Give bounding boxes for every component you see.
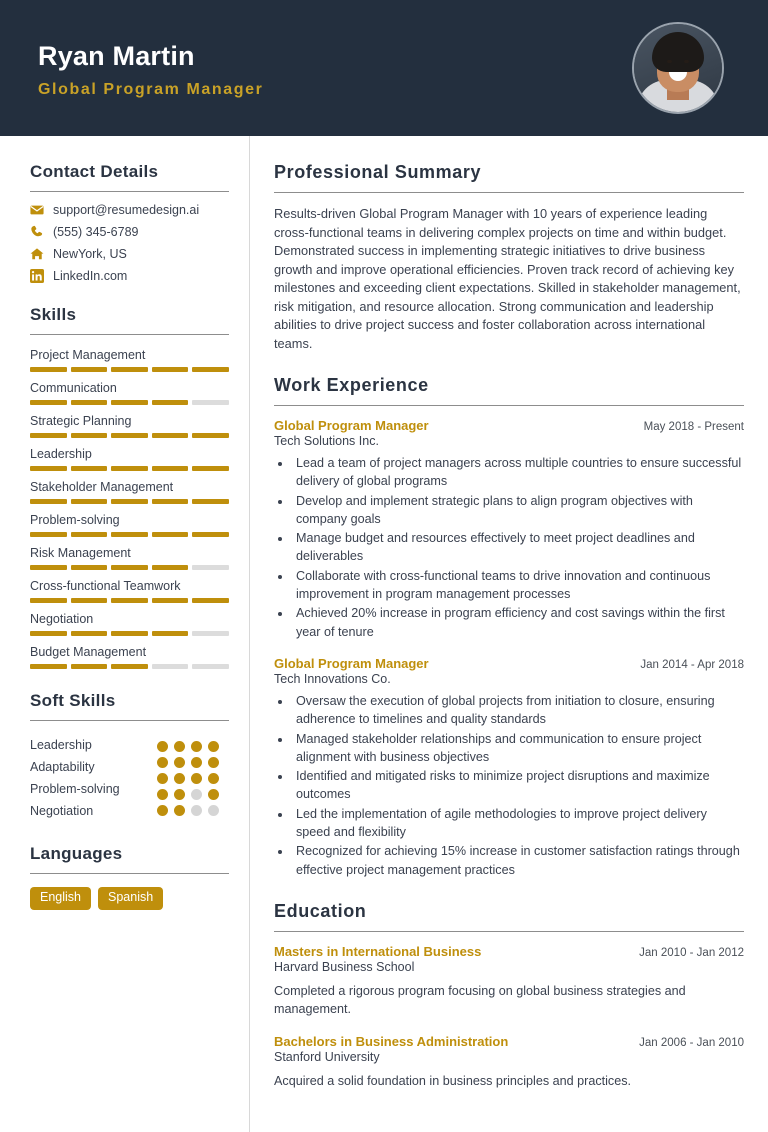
work-entry-date: Jan 2014 - Apr 2018 (640, 658, 744, 671)
education-description: Acquired a solid foundation in business principles and practices. (274, 1073, 632, 1088)
skill-bar-segment (30, 499, 67, 504)
contact-value: NewYork, US (53, 247, 127, 261)
language-chip-list (30, 887, 229, 910)
soft-skill-dot (174, 741, 185, 752)
soft-skill-dot (174, 757, 185, 768)
list-item: • Led the implementation of agile methodologies to improve project delivery speed and flexibility (292, 805, 744, 842)
skill-level-bar (30, 499, 229, 504)
skill-bar-segment (111, 532, 148, 537)
contact-item-email[interactable] (30, 203, 229, 217)
section-soft-skills (30, 691, 229, 822)
list-item: • Identified and mitigated risks to minimize project disruptions and maximize outcomes (292, 767, 744, 804)
phone-icon (30, 225, 44, 239)
skill-label: Risk Management (30, 546, 131, 560)
soft-skill-dot (191, 757, 202, 768)
skill-bar-segment (152, 466, 189, 471)
soft-skill-dot (208, 789, 219, 800)
contact-value: (555) 345-6789 (53, 225, 139, 239)
envelope-icon (30, 203, 44, 217)
skill-item (30, 381, 229, 405)
skill-item (30, 513, 229, 537)
work-entry-organization: Tech Solutions Inc. (274, 434, 379, 448)
education-degree: Bachelors in Business Administration (274, 1033, 509, 1049)
education-date: Jan 2006 - Jan 2010 (639, 1036, 744, 1049)
section-heading: Languages (30, 844, 123, 863)
header-job-title: Global Program Manager (38, 80, 264, 98)
home-icon (30, 247, 44, 261)
skill-bar-segment (192, 664, 229, 669)
skill-bar-segment (152, 499, 189, 504)
skill-level-bar (30, 367, 229, 372)
page-title: Ryan Martin (38, 41, 195, 72)
contact-item-phone[interactable] (30, 225, 229, 239)
section-contact-details (30, 162, 229, 283)
skill-bar-segment (192, 532, 229, 537)
section-divider (30, 334, 229, 335)
soft-skill-dot (174, 789, 185, 800)
soft-skill-dot (208, 741, 219, 752)
work-entry-organization: Tech Innovations Co. (274, 671, 391, 686)
soft-skill-rating-dots (157, 734, 229, 816)
skill-bar-segment (71, 631, 108, 636)
skill-bar-segment (152, 367, 189, 372)
section-education (274, 901, 744, 1090)
header-text-block (38, 37, 263, 98)
work-entry-bullets (292, 454, 744, 641)
skill-bar-segment (71, 598, 108, 603)
skill-bar-segment (111, 499, 148, 504)
soft-skill-labels (30, 734, 157, 822)
section-heading: Professional Summary (274, 162, 482, 182)
work-entry-date: May 2018 - Present (643, 421, 744, 433)
contact-value: LinkedIn.com (53, 269, 128, 283)
avatar (632, 22, 724, 114)
skill-bar-segment (111, 466, 148, 471)
skill-level-bar (30, 664, 229, 669)
skill-bar-segment (152, 664, 189, 669)
skill-item (30, 414, 229, 438)
soft-skill-dot (174, 773, 185, 784)
skill-item (30, 645, 229, 669)
skill-bar-segment (192, 400, 229, 405)
skill-item (30, 480, 229, 504)
skill-bar-segment (71, 664, 108, 669)
skill-bar-segment (152, 400, 189, 405)
skill-bar-segment (30, 598, 67, 603)
skill-bar-segment (71, 499, 108, 504)
skill-bar-segment (71, 466, 108, 471)
skill-bar-segment (30, 664, 67, 669)
skill-item (30, 348, 229, 372)
soft-skill-dot (157, 805, 168, 816)
skill-bar-segment (30, 631, 67, 636)
language-chip: Spanish (98, 887, 163, 910)
skill-label: Communication (30, 381, 117, 395)
soft-skill-dot (208, 805, 219, 816)
soft-skill-dot (174, 805, 185, 816)
skill-bar-segment (152, 532, 189, 537)
skill-item (30, 612, 229, 636)
section-divider (30, 720, 229, 721)
section-professional-summary (274, 162, 744, 353)
skill-bar-segment (111, 565, 148, 570)
education-entry-header (274, 1034, 744, 1049)
education-entry-header (274, 944, 744, 959)
soft-skill-label: Adaptability (30, 760, 95, 774)
section-divider (274, 405, 744, 406)
skill-bar-segment (30, 532, 67, 537)
soft-skills-list (30, 734, 229, 822)
section-heading: Contact Details (30, 162, 159, 181)
skill-bar-segment (192, 433, 229, 438)
skill-bar-segment (30, 565, 67, 570)
soft-skill-dot (191, 805, 202, 816)
soft-skill-dot (191, 789, 202, 800)
soft-skill-label: Negotiation (30, 804, 94, 818)
work-entry-header (274, 656, 744, 671)
soft-skill-dot (191, 741, 202, 752)
skill-item (30, 579, 229, 603)
contact-value: support@resumedesign.ai (53, 203, 200, 217)
work-entry (274, 656, 744, 879)
list-item: • Lead a team of project managers across multiple countries to ensure successful delivery of global programs (292, 454, 744, 491)
soft-skill-label: Problem-solving (30, 782, 120, 796)
skill-level-bar (30, 598, 229, 603)
skill-bar-segment (192, 466, 229, 471)
contact-item-location (30, 247, 229, 261)
avatar-eye-right (684, 60, 689, 63)
skill-label: Strategic Planning (30, 414, 132, 428)
skill-level-bar (30, 466, 229, 471)
skill-bar-segment (152, 598, 189, 603)
avatar-eye-left (667, 60, 672, 63)
soft-skill-dot (157, 789, 168, 800)
linkedin-icon (30, 269, 44, 283)
skill-bar-segment (111, 367, 148, 372)
skill-label: Problem-solving (30, 513, 120, 527)
skill-bar-segment (192, 631, 229, 636)
skill-bar-segment (111, 400, 148, 405)
list-item: • Collaborate with cross-functional teams to drive innovation and continuous improvement in program management processes (292, 567, 744, 604)
section-heading: Work Experience (274, 375, 429, 395)
skill-bar-segment (30, 433, 67, 438)
soft-skill-dot (157, 757, 168, 768)
soft-skill-dot (208, 757, 219, 768)
skill-bar-segment (111, 598, 148, 603)
skill-bar-segment (30, 400, 67, 405)
soft-skill-dot (191, 773, 202, 784)
skill-bar-segment (111, 433, 148, 438)
section-work-experience (274, 375, 744, 879)
skill-label: Leadership (30, 447, 92, 461)
skill-label: Negotiation (30, 612, 94, 626)
section-divider (274, 192, 744, 193)
work-entry-list (274, 418, 744, 879)
skill-bar-segment (71, 400, 108, 405)
skill-bar-segment (71, 532, 108, 537)
skill-bar-segment (192, 367, 229, 372)
skill-bar-segment (71, 565, 108, 570)
skill-bar-segment (111, 664, 148, 669)
work-entry-title: Global Program Manager (274, 655, 429, 671)
education-entry (274, 1034, 744, 1090)
skill-item (30, 546, 229, 570)
skill-bar-segment (152, 433, 189, 438)
education-description: Completed a rigorous program focusing on global business strategies and management. (274, 983, 686, 1017)
list-item: • Develop and implement strategic plans to align program objectives with company goals (292, 492, 744, 529)
contact-list (30, 203, 229, 283)
skill-item (30, 447, 229, 471)
work-entry (274, 418, 744, 641)
skill-bar-segment (71, 433, 108, 438)
skill-label: Budget Management (30, 645, 147, 659)
language-chip: English (30, 887, 91, 910)
education-entry-list (274, 944, 744, 1090)
soft-skill-dot (208, 773, 219, 784)
education-school: Stanford University (274, 1049, 380, 1064)
work-entry-header (274, 418, 744, 433)
list-item: • Achieved 20% increase in program efficiency and cost savings within the first year of tenure (292, 604, 744, 641)
section-divider (30, 191, 229, 192)
skill-bar-segment (30, 367, 67, 372)
summary-text: Results-driven Global Program Manager with 10 years of experience leading cross-functional teams in delivering complex projects on time and within budget. Demonstrated success in implementing strategic initiatives to drive business growth and improve operational efficiencies. Proven track record of achieving key milestones and exceeding client expectations. Skilled in stakeholder management, risk mitigation, and resource allocation. Strong communication and leadership abilities to drive project success and foster collaboration across international teams. (274, 206, 741, 351)
skill-level-bar (30, 532, 229, 537)
education-degree: Masters in International Business (274, 943, 482, 959)
skill-bar-segment (111, 631, 148, 636)
list-item: • Manage budget and resources effectively to meet project deadlines and deliverables (292, 529, 744, 566)
section-heading: Education (274, 900, 367, 921)
resume-header (0, 0, 768, 136)
soft-skill-dot (157, 741, 168, 752)
education-entry (274, 944, 744, 1019)
sidebar (0, 136, 250, 1132)
work-entry-title: Global Program Manager (274, 418, 429, 433)
skill-bar-segment (192, 565, 229, 570)
skill-bar-segment (192, 598, 229, 603)
resume-body (0, 136, 768, 1132)
skill-label: Cross-functional Teamwork (30, 579, 181, 593)
skill-bar-segment (152, 631, 189, 636)
skill-level-bar (30, 631, 229, 636)
list-item: • Oversaw the execution of global projects from initiation to closure, ensuring adherence to timelines and quality standards (292, 692, 744, 729)
section-divider (274, 931, 744, 932)
skill-level-bar (30, 400, 229, 405)
skill-bar-segment (192, 499, 229, 504)
contact-item-linkedin[interactable] (30, 269, 229, 283)
skill-bar-segment (30, 466, 67, 471)
list-item: • Managed stakeholder relationships and communication to ensure project alignment with business objectives (292, 730, 744, 767)
section-heading: Skills (30, 305, 77, 324)
education-school: Harvard Business School (274, 959, 415, 974)
section-heading: Soft Skills (30, 691, 116, 710)
soft-skill-label: Leadership (30, 738, 92, 752)
work-entry-bullets (292, 692, 744, 879)
soft-skill-dot (157, 773, 168, 784)
skill-bar-segment (71, 367, 108, 372)
list-item: • Recognized for achieving 15% increase in customer satisfaction ratings through effective project management practices (292, 842, 744, 879)
skill-level-bar (30, 565, 229, 570)
education-date: Jan 2010 - Jan 2012 (639, 946, 744, 959)
skill-label: Stakeholder Management (30, 480, 174, 494)
main-content (250, 136, 768, 1132)
skill-level-bar (30, 433, 229, 438)
skill-label: Project Management (30, 348, 146, 362)
section-skills (30, 305, 229, 669)
section-languages (30, 844, 229, 910)
section-divider (30, 873, 229, 874)
skill-bar-segment (152, 565, 189, 570)
skills-list (30, 348, 229, 669)
